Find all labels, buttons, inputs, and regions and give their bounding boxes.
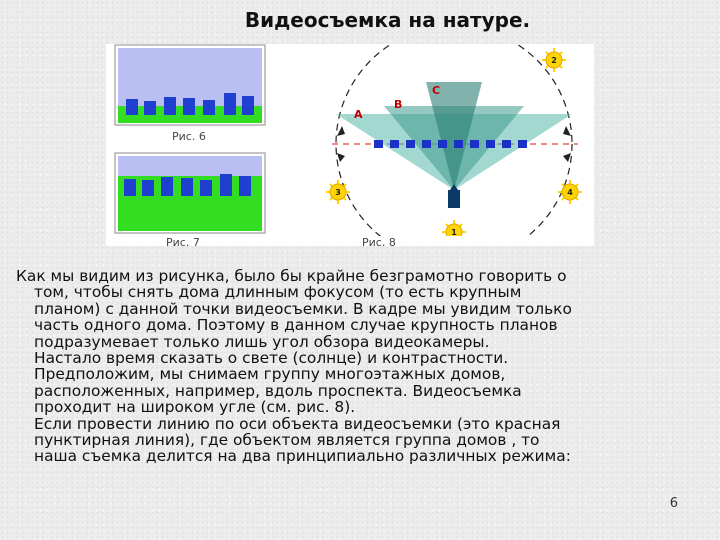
body-line: проходит на широком угле (см. рис. 8). xyxy=(34,398,356,417)
figure-8-camera xyxy=(448,190,460,208)
body-line: Предположим, мы снимаем группу многоэтажных домов, xyxy=(34,365,506,384)
slide-title: Видеосъемка на натуре. xyxy=(244,8,531,32)
body-first-line: Как мы видим из рисунка, было бы крайне безграмотно говорить о xyxy=(16,267,567,285)
sun-1-label: 1 xyxy=(451,228,457,236)
sun-3-label: 3 xyxy=(335,188,341,197)
body-line: наша съемка делится на два принципиально различных режима: xyxy=(34,447,571,466)
body-line: часть одного дома. Поэтому в данном случае крупность планов xyxy=(34,316,558,335)
figure-7-caption: Рис. 7 xyxy=(166,236,200,249)
figure-8 xyxy=(326,44,588,236)
figure-8-caption: Рис. 8 xyxy=(362,236,396,249)
sun-2-label: 2 xyxy=(551,56,557,65)
figure-6-illustration xyxy=(114,44,266,126)
body-line: расположенных, например, вдоль проспекта. Видеосъемка xyxy=(34,381,522,400)
body-line: Настало время сказать о свете (солнце) и контрастности. xyxy=(34,349,509,368)
figure-6-caption: Рис. 6 xyxy=(172,130,206,143)
page-number: 6 xyxy=(669,496,678,511)
figure-7 xyxy=(114,152,266,234)
body-line: подразумевает только лишь угол обзора видеокамеры. xyxy=(34,332,490,351)
body-text xyxy=(16,268,706,465)
body-line: планом) с данной точки видеосъемки. В кадре мы увидим только xyxy=(34,299,572,318)
sun-4-label: 4 xyxy=(567,188,573,197)
body-line: Если провести линию по оси объекта видеосъемки (это красная xyxy=(34,414,561,433)
figure-panel xyxy=(106,44,594,249)
figure-7-illustration xyxy=(114,152,266,234)
figure-8-diagram xyxy=(326,44,588,236)
cone-a-label: A xyxy=(354,108,363,121)
figure-6 xyxy=(114,44,266,126)
body-line: пунктирная линия), где объектом является группа домов , то xyxy=(34,431,540,450)
cone-c-label: C xyxy=(432,84,441,97)
body-line: том, чтобы снять дома длинным фокусом (то есть крупным xyxy=(34,283,522,302)
cone-b-label: B xyxy=(394,98,403,111)
